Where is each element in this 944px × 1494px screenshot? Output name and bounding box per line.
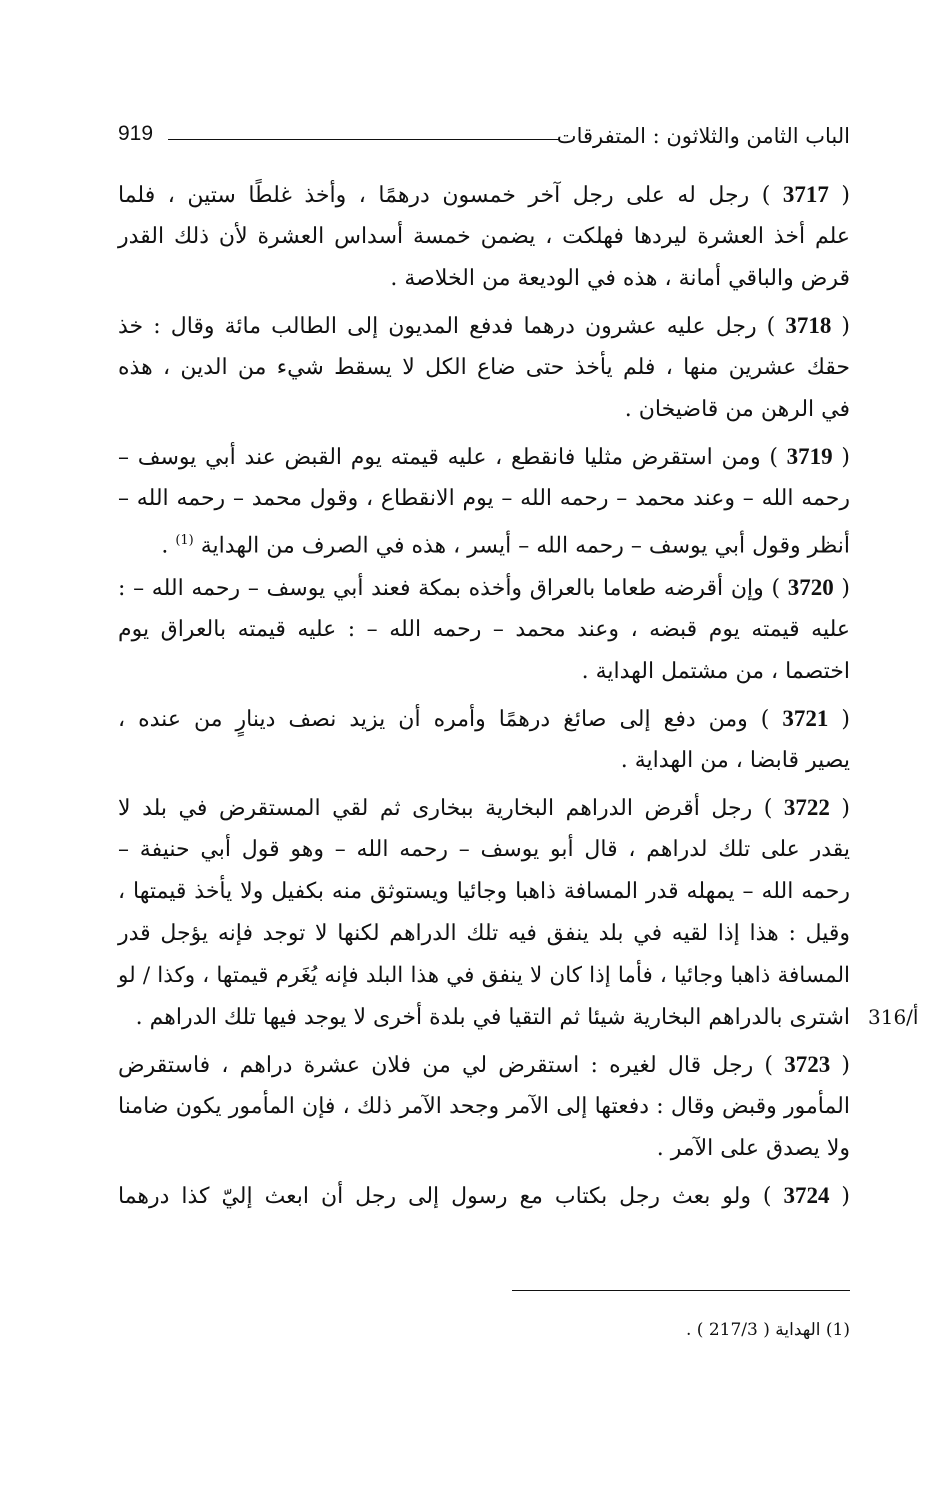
text-line: ( 3724 ) ولو بعث رجل بكتاب مع رسول إلى رجل أن ابعث إليّ كذا درهما: [118, 1183, 850, 1209]
entry-number: 3720: [787, 575, 834, 600]
page-header: [118, 120, 850, 156]
paragraph-3722: [118, 787, 850, 1039]
text-line: عليه قيمته يوم قبضه ، وعند محمد – رحمه الله – : عليه قيمته بالعراق يوم: [118, 617, 850, 642]
footnote-text: الهداية ( 217/3 ) .: [685, 1320, 821, 1340]
line-text: رجل أقرض الدراهم البخارية ببخارى ثم لقي المستقرض في بلد لا: [118, 796, 753, 821]
text-line: اشترى بالدراهم البخارية شيئا ثم التقيا في بلدة أخرى لا يوجد فيها تلك الدراهم .: [135, 1005, 850, 1030]
text-line: يقدر على تلك لدراهم ، قال أبو يوسف – رحمه الله – وهو قول أبي حنيفة –: [118, 837, 850, 862]
page-number: 919: [118, 122, 154, 145]
paragraph-3718: [118, 305, 850, 431]
line-text: وإن أقرضه طعاما بالعراق وأخذه بمكة فعند أبي يوسف – رحمه الله – :: [118, 576, 764, 601]
entry-number: 3719: [786, 444, 833, 469]
entry-number: 3718: [785, 313, 832, 338]
text-line: رحمه الله – وعند محمد – رحمه الله – يوم الانقطاع ، وقول محمد – رحمه الله –: [118, 486, 850, 511]
entry-number: 3721: [782, 706, 829, 731]
line-tail: .: [161, 533, 176, 559]
body-text: [118, 174, 850, 1222]
line-text: ومن دفع إلى صائغ درهمًا وأمره أن يزيد نصف دينارٍ من عنده ،: [118, 707, 748, 732]
header-rule: [168, 139, 560, 140]
manuscript-folio-note: 316/أ: [868, 1005, 919, 1029]
text-line: ( 3719 ) ومن استقرض مثليا فانقطع ، عليه قيمته يوم القبض عند أبي يوسف –: [118, 444, 850, 470]
text-line: وقيل : هذا إذا لقيه في بلد ينفق فيه تلك الدراهم لكنها لا توجد فإنه يؤجل قدر: [118, 921, 850, 946]
paragraph-3724: [118, 1175, 850, 1217]
entry-number: 3722: [783, 795, 830, 820]
line-text: رجل قال لغيره : استقرض لي من فلان عشرة دراهم ، فاستقرض: [118, 1053, 754, 1078]
text-line: حقك عشرين منها ، فلم يأخذ حتى ضاع الكل لا يسقط شيء من الدين ، هذه: [118, 355, 850, 380]
text-line: ( 3723 ) رجل قال لغيره : استقرض لي من فلان عشرة دراهم ، فاستقرض: [118, 1052, 851, 1078]
footnote: [686, 1320, 850, 1340]
text-line: ( 3718 ) رجل عليه عشرون درهما فدفع المديون إلى الطالب مائة وقال : خذ: [118, 313, 850, 339]
line-text: رجل عليه عشرون درهما فدفع المديون إلى الطالب مائة وقال : خذ: [118, 314, 757, 339]
text-line: اختصما ، من مشتمل الهداية .: [581, 659, 850, 684]
text-line: ( 3721 ) ومن دفع إلى صائغ درهمًا وأمره أن يزيد نصف دينارٍ من عنده ،: [118, 706, 850, 732]
text-line: علم أخذ العشرة ليردها فهلكت ، يضمن خمسة أسداس العشرة لأن ذلك القدر: [118, 224, 850, 249]
paragraph-3719: [118, 436, 850, 562]
paragraph-3720: [118, 567, 850, 693]
line-text: رجل له على رجل آخر خمسون درهمًا ، وأخذ غلطًا ستين ، فلما: [118, 183, 750, 208]
footnote-rule: [512, 1290, 850, 1291]
text-line: المأمور وقبض وقال : دفعتها إلى الآمر وجحد الآمر ذلك ، فإن المأمور يكون ضامنا: [118, 1094, 850, 1119]
line-text: أنظر وقول أبي يوسف – رحمه الله – أيسر ، هذه في الصرف من الهداية: [200, 533, 850, 559]
text-line: في الرهن من قاضيخان .: [624, 397, 850, 422]
entry-number: 3717: [782, 182, 829, 207]
text-line: ( 3722 ) رجل أقرض الدراهم البخارية ببخارى ثم لقي المستقرض في بلد لا: [118, 795, 851, 821]
paragraph-3723: [118, 1044, 850, 1170]
text-line: ولا يصدق على الآمر .: [656, 1136, 850, 1161]
footnote-number: (1): [825, 1320, 850, 1340]
entry-number: 3724: [783, 1183, 830, 1208]
text-line: يصير قابضا ، من الهداية .: [620, 748, 850, 773]
text-line: ( 3717 ) رجل له على رجل آخر خمسون درهمًا ، وأخذ غلطًا ستين ، فلما: [118, 182, 851, 208]
entry-number: 3723: [784, 1052, 831, 1077]
text-line: رحمه الله – يمهله قدر المسافة ذاهبا وجائيا ويستوثق منه بكفيل ولا يأخذ قيمتها ،: [118, 879, 850, 904]
paragraph-3717: [118, 174, 850, 300]
text-line: قرض والباقي أمانة ، هذه في الوديعة من الخلاصة .: [390, 266, 850, 291]
footnote-marker[interactable]: (1): [175, 533, 194, 548]
text-line: [118, 520, 850, 562]
text-line: ( 3720 ) وإن أقرضه طعاما بالعراق وأخذه بمكة فعند أبي يوسف – رحمه الله – :: [118, 575, 850, 601]
running-head: الباب الثامن والثلاثون : المتفرقات: [556, 124, 850, 148]
text-line: المسافة ذاهبا وجائيا ، فأما إذا كان لا ينفق في هذا البلد فإنه يُغَرم قيمتها ، وكذا / لو: [118, 963, 850, 988]
line-text: ولو بعث رجل بكتاب مع رسول إلى رجل أن ابعث إليّ كذا درهما: [118, 1184, 751, 1209]
line-text: ومن استقرض مثليا فانقطع ، عليه قيمته يوم القبض عند أبي يوسف –: [118, 445, 761, 470]
paragraph-3721: [118, 698, 850, 782]
